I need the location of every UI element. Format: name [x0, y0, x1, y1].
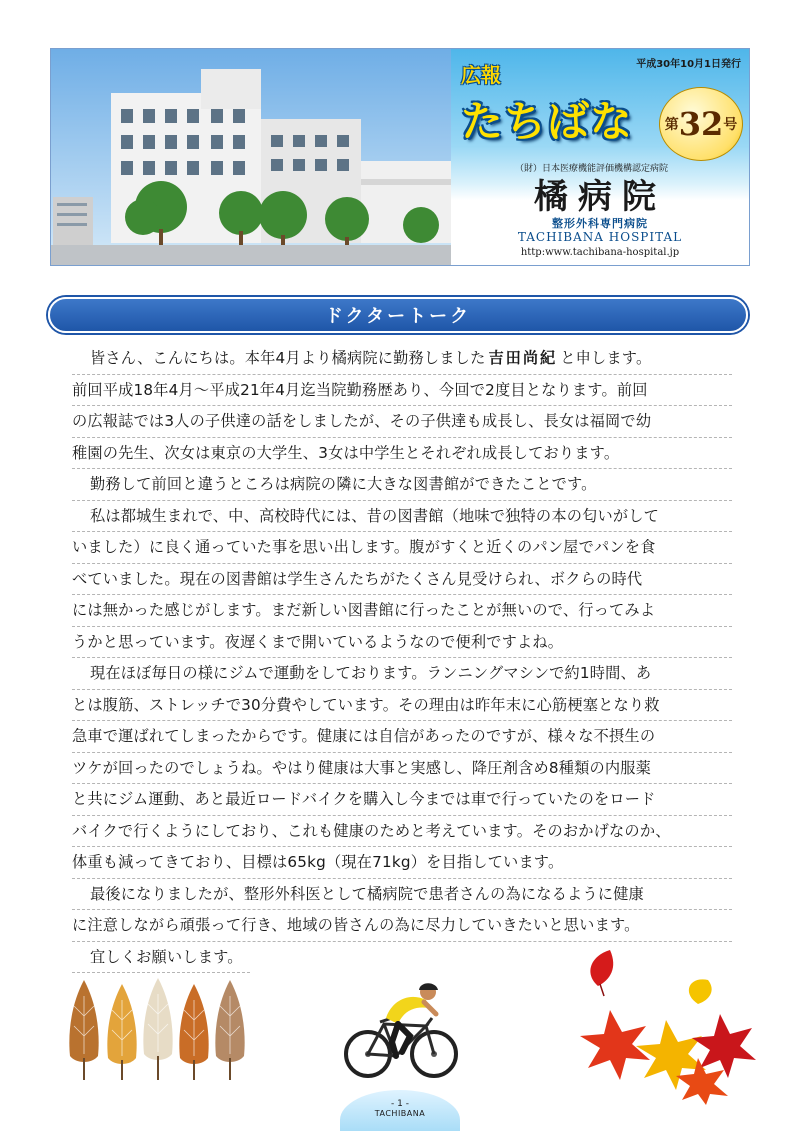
- article-line: 私は都城生まれで、中、高校時代には、昔の図書館（地味で独特の本の匂いがして: [72, 501, 732, 533]
- hospital-name-en: TACHIBANA HOSPITAL: [517, 230, 683, 244]
- article-line: には無かった感じがします。まだ新しい図書館に行ったことが無いので、行ってみよ: [72, 595, 732, 627]
- issue-suffix: 号: [723, 117, 738, 133]
- article-line: と共にジム運動、あと最近ロードバイクを購入し今までは車で行っていたのをロード: [72, 784, 732, 816]
- hospital-building-photo: [51, 49, 451, 265]
- certification-text: （財）日本医療機能評価機構認定病院: [515, 164, 669, 174]
- article-line: 体重も減ってきており、目標は65kg（現在71kg）を目指しています。: [72, 847, 732, 879]
- page-footer: [340, 1090, 460, 1131]
- article-line: うかと思っています。夜遅くまで開いているようなので便利ですよね。: [72, 627, 732, 659]
- article-line: 現在ほぼ毎日の様にジムで運動をしております。ランニングマシンで約1時間、あ: [72, 658, 732, 690]
- kouhou-label: 広報: [461, 63, 501, 87]
- issue-date: 平成30年10月1日発行: [636, 59, 741, 70]
- newsletter-brand-panel: [451, 49, 749, 265]
- article-line: 前回平成18年4月～平成21年4月迄当院勤務歴あり、今回で2度目となります。前回: [72, 375, 732, 407]
- article-line: とは腹筋、ストレッチで30分費やしています。その理由は昨年末に心筋梗塞となり救: [72, 690, 732, 722]
- newsletter-header: [50, 48, 750, 266]
- page-number: - 1 -: [391, 1099, 409, 1109]
- article-line: 稚園の先生、次女は東京の大学生、3女は中学生とそれぞれ成長しております。: [72, 438, 732, 470]
- article-line: バイクで行くようにしており、これも健康のためと考えています。そのおかげなのか、: [72, 816, 732, 848]
- article-line: の広報誌では3人の子供達の話をしましたが、その子供達も成長し、長女は福岡で幼: [72, 406, 732, 438]
- article-line: いました）に良く通っていた事を思い出します。腹がすくと近くのパン屋でパンを食: [72, 532, 732, 564]
- newsletter-title: たちばな: [461, 97, 634, 146]
- article-body: [72, 343, 732, 973]
- article-text: 皆さん、こんにちは。本年4月より橘病院に勤務しました: [90, 349, 486, 367]
- article-line: に注意しながら頑張って行き、地域の皆さんの為に尽力していきたいと思います。: [72, 910, 732, 942]
- article-line: 最後になりましたが、整形外科医として橘病院で患者さんの為になるように健康: [72, 879, 732, 911]
- article-text: と申します。: [560, 349, 652, 367]
- section-title: ドクタートーク: [48, 297, 748, 333]
- author-name: 吉田尚紀: [488, 349, 558, 367]
- autumn-trees-illustration: [62, 976, 252, 1086]
- article-line: 勤務して前回と違うところは病院の隣に大きな図書館ができたことです。: [72, 469, 732, 501]
- article-line: 急車で運ばれてしまったからです。健康には自信があったのですが、様々な不摂生の: [72, 721, 732, 753]
- article-line: ツケが回ったのでしょうね。やはり健康は大事と実感し、降圧剤含め8種類の内服薬: [72, 753, 732, 785]
- article-line: 宜しくお願いします。: [72, 942, 250, 974]
- footer-label: TACHIBANA: [374, 1109, 426, 1118]
- article-line: [72, 343, 732, 375]
- hospital-name: 橘病院: [534, 177, 666, 217]
- issue-number: 32: [678, 105, 724, 143]
- autumn-leaves-illustration: [570, 950, 770, 1105]
- article-line: べていました。現在の図書館は学生さんたちがたくさん見受けられ、ボクらの時代: [72, 564, 732, 596]
- issue-prefix: 第: [664, 117, 679, 133]
- specialty-text: 整形外科専門病院: [552, 217, 648, 230]
- issue-number-badge: [659, 87, 743, 161]
- hospital-url: http:www.tachibana-hospital.jp: [520, 247, 680, 258]
- cyclist-illustration: [340, 978, 460, 1082]
